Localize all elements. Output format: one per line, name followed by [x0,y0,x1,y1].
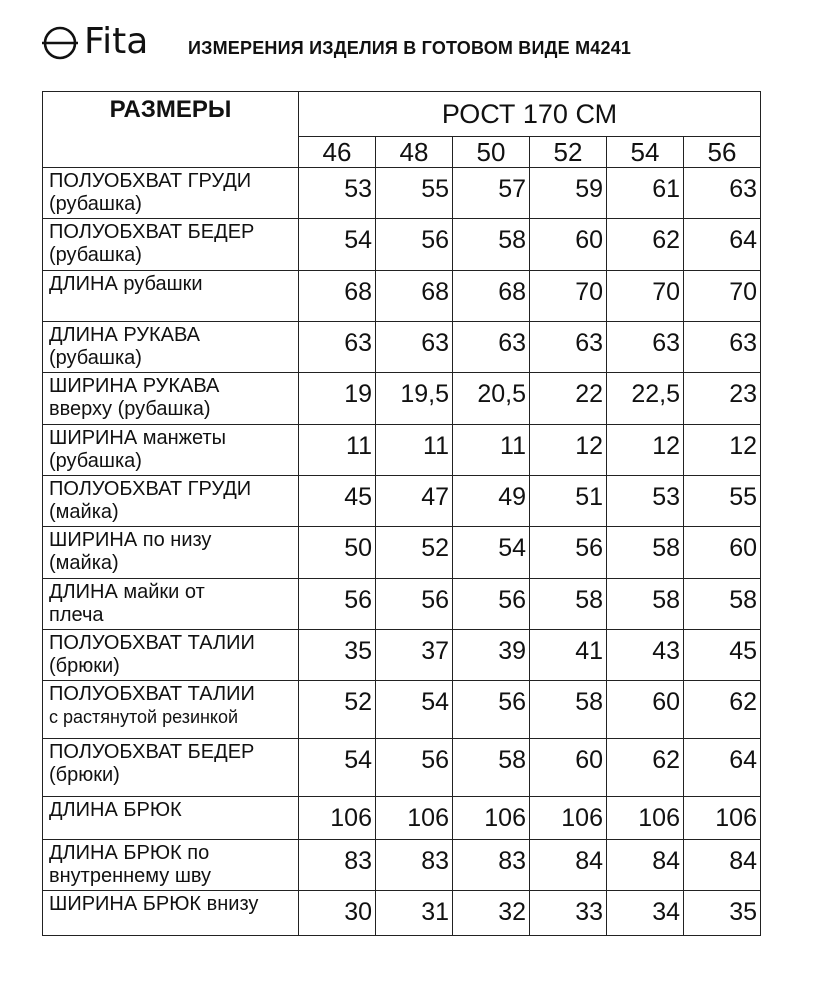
table-row [43,891,761,936]
measurement-value: 58 [453,739,530,797]
measurement-value: 55 [376,168,453,219]
table-row [43,630,761,681]
brand-name: Fita [84,21,149,62]
measurement-label-line1: ПОЛУОБХВАТ БЕДЕР [49,221,255,243]
measurement-value: 61 [607,168,684,219]
measurement-value: 35 [684,891,761,936]
measurement-value: 12 [530,425,607,476]
measurement-value: 43 [607,630,684,681]
measurement-value: 51 [530,476,607,527]
measurement-value: 60 [607,681,684,739]
measurement-label-line2: (брюки) [49,655,120,677]
measurement-label [43,681,299,739]
measurement-value: 70 [607,271,684,322]
measurement-label-line1: ДЛИНА рубашки [49,273,203,295]
measurement-value: 19 [299,373,376,425]
measurement-value: 63 [684,322,761,373]
measurement-label [43,168,299,219]
measurement-value: 68 [376,271,453,322]
measurement-value: 54 [376,681,453,739]
measurement-label [43,322,299,373]
measurement-value: 57 [453,168,530,219]
measurement-value: 56 [376,579,453,630]
measurement-value: 12 [607,425,684,476]
measurement-value: 106 [684,797,761,840]
measurement-value: 31 [376,891,453,936]
measurement-value: 83 [376,840,453,891]
measurement-value: 39 [453,630,530,681]
measurement-value: 35 [299,630,376,681]
measurement-label-line1: ДЛИНА БРЮК [49,799,182,821]
measurement-value: 52 [299,681,376,739]
measurement-label-line2: (рубашка) [49,193,142,215]
table-row [43,579,761,630]
measurement-value: 37 [376,630,453,681]
measurement-value: 63 [607,322,684,373]
measurement-value: 84 [684,840,761,891]
table-row [43,322,761,373]
size-header-cell: 54 [607,137,684,168]
measurement-value: 11 [299,425,376,476]
table-row [43,797,761,840]
measurement-value: 106 [607,797,684,840]
measurement-value: 33 [530,891,607,936]
measurement-value: 63 [299,322,376,373]
measurement-value: 62 [684,681,761,739]
brand-logo [40,20,148,64]
measurement-label-line2: (рубашка) [49,244,142,266]
measurement-label-line1: ДЛИНА БРЮК по [49,842,210,864]
table-row [43,840,761,891]
measurement-value: 41 [530,630,607,681]
measurement-label-line1: ПОЛУОБХВАТ ТАЛИИ [49,632,255,654]
measurement-value: 60 [530,739,607,797]
measurement-value: 56 [453,681,530,739]
measurement-label-line1: ПОЛУОБХВАТ ГРУДИ [49,170,252,192]
measurement-label-line2: (рубашка) [49,450,142,472]
measurement-value: 106 [530,797,607,840]
measurement-value: 58 [530,579,607,630]
measurement-value: 47 [376,476,453,527]
measurement-label [43,739,299,797]
measurement-label-line2: внутреннему шву [49,865,212,887]
measurement-label-line2: (майка) [49,501,119,523]
table-row [43,681,761,739]
table-row [43,739,761,797]
measurement-value: 52 [376,527,453,579]
size-header-cell: 48 [376,137,453,168]
measurement-value: 54 [453,527,530,579]
measurement-value: 63 [376,322,453,373]
measurement-value: 106 [299,797,376,840]
size-header-cell: 50 [453,137,530,168]
measurement-label-line2: (рубашка) [49,347,142,369]
height-header: РОСТ 170 СМ [299,92,761,137]
measurement-label [43,579,299,630]
size-chart-table [42,91,761,936]
measurement-label-line1: ПОЛУОБХВАТ ГРУДИ [49,478,252,500]
measurement-label-line2: (брюки) [49,764,120,786]
table-row [43,425,761,476]
measurement-value: 20,5 [453,373,530,425]
measurement-value: 58 [453,219,530,271]
measurement-value: 53 [299,168,376,219]
table-row [43,168,761,219]
measurement-value: 70 [684,271,761,322]
measurement-value: 84 [607,840,684,891]
page-title: ИЗМЕРЕНИЯ ИЗДЕЛИЯ В ГОТОВОМ ВИДЕ М4241 [188,38,632,58]
measurement-label-line2: плеча [49,604,104,626]
size-header-cell: 52 [530,137,607,168]
measurement-value: 45 [684,630,761,681]
measurement-value: 60 [684,527,761,579]
measurement-value: 55 [684,476,761,527]
measurement-label-line1: ПОЛУОБХВАТ БЕДЕР [49,741,255,763]
page-header [40,18,800,68]
measurement-value: 83 [299,840,376,891]
measurement-value: 58 [607,579,684,630]
table-row [43,476,761,527]
measurement-label-line1: ДЛИНА майки от [49,581,205,603]
measurement-value: 12 [684,425,761,476]
table-row [43,373,761,425]
measurement-value: 53 [607,476,684,527]
measurement-value: 64 [684,219,761,271]
measurement-label [43,527,299,579]
measurement-value: 58 [607,527,684,579]
measurement-value: 22,5 [607,373,684,425]
measurement-value: 11 [376,425,453,476]
measurement-value: 45 [299,476,376,527]
measurement-label-line1: ШИРИНА БРЮК внизу [49,893,259,915]
measurement-label-line1: ШИРИНА манжеты [49,427,227,449]
measurement-label [43,891,299,936]
measurement-value: 56 [376,219,453,271]
sizes-header: РАЗМЕРЫ [43,92,299,168]
measurement-value: 70 [530,271,607,322]
measurement-value: 106 [453,797,530,840]
measurements-body [43,168,761,936]
measurement-value: 68 [453,271,530,322]
measurement-label [43,425,299,476]
measurement-label-line1: ШИРИНА РУКАВА [49,375,220,397]
measurement-value: 23 [684,373,761,425]
measurement-label-line1: ДЛИНА РУКАВА [49,324,200,346]
measurement-label-line1: ШИРИНА по низу [49,529,212,551]
measurement-value: 64 [684,739,761,797]
table-row [43,219,761,271]
measurement-value: 62 [607,219,684,271]
measurement-value: 84 [530,840,607,891]
measurement-label [43,373,299,425]
measurement-value: 54 [299,219,376,271]
measurement-value: 34 [607,891,684,936]
measurement-value: 63 [453,322,530,373]
measurement-value: 62 [607,739,684,797]
measurement-value: 63 [530,322,607,373]
measurement-value: 19,5 [376,373,453,425]
measurement-label [43,630,299,681]
measurement-value: 30 [299,891,376,936]
measurement-value: 58 [684,579,761,630]
measurement-value: 56 [299,579,376,630]
measurement-label-line1: ПОЛУОБХВАТ ТАЛИИ [49,683,255,705]
measurement-value: 106 [376,797,453,840]
size-header-cell: 56 [684,137,761,168]
measurement-label-line2: с растянутой резинкой [49,707,239,727]
measurement-label-line2: (майка) [49,552,119,574]
measurement-value: 59 [530,168,607,219]
measurement-label [43,840,299,891]
measurement-value: 83 [453,840,530,891]
measurement-value: 11 [453,425,530,476]
measurement-value: 58 [530,681,607,739]
measurement-label [43,219,299,271]
table-row [43,271,761,322]
measurement-value: 56 [376,739,453,797]
measurement-value: 63 [684,168,761,219]
measurement-value: 32 [453,891,530,936]
measurement-value: 68 [299,271,376,322]
measurement-label [43,797,299,840]
measurement-value: 22 [530,373,607,425]
table-row [43,527,761,579]
measurement-value: 60 [530,219,607,271]
measurement-label-line2: вверху (рубашка) [49,398,211,420]
measurement-value: 49 [453,476,530,527]
measurement-value: 56 [530,527,607,579]
measurement-label [43,271,299,322]
measurement-label [43,476,299,527]
measurement-value: 54 [299,739,376,797]
measurement-value: 50 [299,527,376,579]
brand-logo-icon [40,22,80,62]
measurement-value: 56 [453,579,530,630]
size-header-cell: 46 [299,137,376,168]
